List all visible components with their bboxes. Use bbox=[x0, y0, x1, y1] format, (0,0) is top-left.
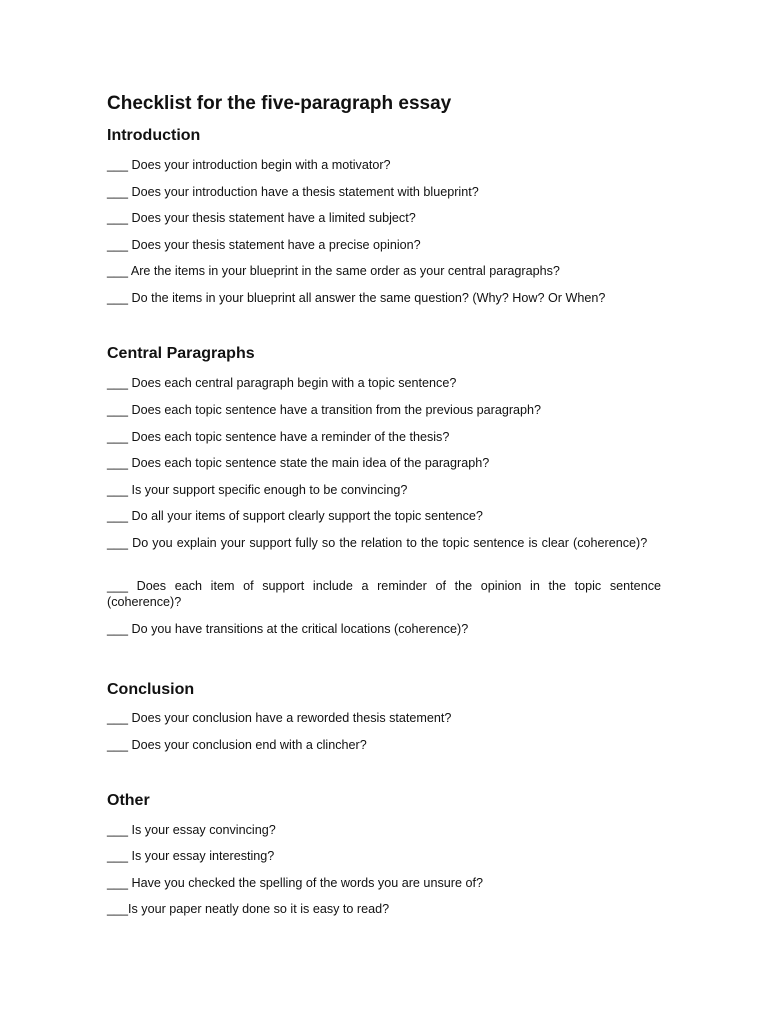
checklist-item: ___Is your paper neatly done so it is easy to read? bbox=[107, 902, 390, 916]
checklist-item: ___ Does your thesis statement have a precise opinion? bbox=[107, 238, 421, 252]
checklist-item: ___ Is your essay interesting? bbox=[107, 849, 275, 863]
checklist-item: ___ Does each item of support include a reminder of the opinion in the topic sentence (coherence)? bbox=[107, 579, 661, 609]
checklist-item: ___ Does each topic sentence have a reminder of the thesis? bbox=[107, 430, 450, 444]
checklist-item: ___ Do the items in your blueprint all answer the same question? (Why? How? Or When? bbox=[107, 291, 606, 305]
section-heading-other: Other bbox=[107, 792, 150, 809]
checklist-item: ___ Do you explain your support fully so the relation to the topic sentence is clear (coherence)? bbox=[107, 536, 648, 550]
checklist-item: ___ Does your thesis statement have a limited subject? bbox=[107, 211, 416, 225]
checklist-item: ___ Have you checked the spelling of the words you are unsure of? bbox=[107, 876, 483, 890]
checklist-item: ___ Does your introduction have a thesis statement with blueprint? bbox=[107, 185, 479, 199]
checklist-item: ___ Do all your items of support clearly support the topic sentence? bbox=[107, 509, 483, 523]
section-heading-introduction: Introduction bbox=[107, 127, 201, 144]
checklist-item: ___ Does each central paragraph begin with a topic sentence? bbox=[107, 376, 457, 390]
section-heading-conclusion: Conclusion bbox=[107, 681, 195, 698]
checklist-item: ___ Is your essay convincing? bbox=[107, 823, 276, 837]
checklist-item: ___ Are the items in your blueprint in the same order as your central paragraphs? bbox=[107, 264, 560, 278]
checklist-item: ___ Do you have transitions at the critical locations (coherence)? bbox=[107, 622, 469, 636]
section-heading-central-paragraphs: Central Paragraphs bbox=[107, 345, 255, 362]
checklist-item: ___ Does your conclusion have a reworded thesis statement? bbox=[107, 711, 452, 725]
checklist-item: ___ Does your conclusion end with a clincher? bbox=[107, 738, 367, 752]
checklist-item: ___ Does each topic sentence have a transition from the previous paragraph? bbox=[107, 403, 542, 417]
checklist-item: ___ Is your support specific enough to be convincing? bbox=[107, 483, 408, 497]
document-title: Checklist for the five-paragraph essay bbox=[107, 93, 452, 114]
checklist-item: ___ Does your introduction begin with a motivator? bbox=[107, 158, 391, 172]
checklist-item: ___ Does each topic sentence state the main idea of the paragraph? bbox=[107, 456, 490, 470]
